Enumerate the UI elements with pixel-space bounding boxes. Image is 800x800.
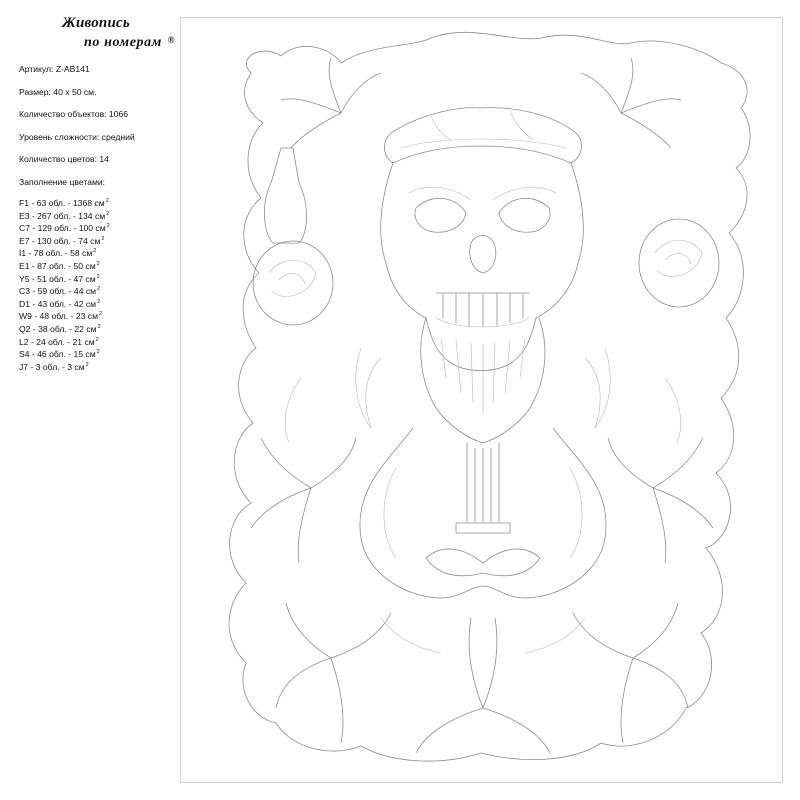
color-fill-unit-exponent: 2 (101, 235, 105, 242)
color-fill-text: I1 - 78 обл. - 58 см (19, 248, 93, 259)
canvas-size: Размер: 40 х 50 см. (19, 86, 97, 97)
teeth (436, 293, 529, 327)
canvas-frame (180, 17, 783, 783)
skull-outline (381, 163, 584, 371)
color-fill-text: C3 - 59 обл. - 44 см (19, 286, 97, 297)
color-fill-text: C7 - 129 обл. - 100 см (19, 223, 106, 234)
brand-line-2-text: по номерам (84, 35, 162, 50)
color-fill-unit-exponent: 2 (106, 223, 110, 230)
color-fill-item (19, 347, 135, 360)
color-fill-unit-exponent: 2 (97, 298, 101, 305)
color-fill-unit-exponent: 2 (98, 311, 103, 318)
color-fill-item (19, 234, 135, 247)
brand-line-2 (84, 36, 175, 50)
brand-line-1: Живопись (62, 15, 130, 31)
color-fill-text: L2 - 24 обл. - 21 см (19, 336, 95, 347)
brand-logo (62, 16, 175, 50)
nose (470, 236, 496, 274)
left-rose (253, 241, 333, 325)
color-fill-unit-exponent: 2 (96, 349, 100, 356)
color-fill-text: Q2 - 38 обл. - 22 см (19, 323, 97, 334)
color-fill-unit-exponent: 2 (97, 286, 101, 293)
smoke-border (229, 32, 750, 761)
left-eye (415, 198, 466, 232)
color-fill-unit-exponent: 2 (85, 361, 89, 368)
color-fill-item (19, 221, 135, 234)
color-fill-item (19, 259, 135, 272)
difficulty-level: Уровень сложности: средний (19, 131, 135, 142)
color-fill-item (19, 335, 135, 348)
color-fill-unit-exponent: 2 (96, 273, 100, 280)
color-fill-text: J7 - 3 обл. - 3 см (19, 361, 85, 372)
color-fill-item (19, 196, 135, 209)
colors-count: Количество цветов: 14 (19, 154, 109, 165)
fill-title: Заполнение цветами: (19, 176, 106, 187)
color-fill-item (19, 297, 135, 310)
leaf-mid-left (251, 438, 356, 563)
color-fill-unit-exponent: 2 (95, 336, 99, 343)
color-fill-list (19, 196, 135, 372)
guitar-soundhole (426, 549, 540, 576)
color-fill-item (19, 246, 135, 259)
color-fill-unit-exponent: 2 (96, 260, 100, 267)
leaf-top-left (281, 58, 381, 148)
leaf-bottom-left (276, 603, 391, 743)
color-fill-item (19, 309, 135, 322)
color-fill-item (19, 209, 135, 222)
leaf-bottom-right (573, 603, 688, 743)
color-fill-unit-exponent: 2 (93, 248, 97, 255)
color-fill-text: E7 - 130 обл. - 74 см (19, 235, 101, 246)
guitar-bridge (456, 523, 510, 533)
bandana (384, 108, 581, 163)
registered-mark: ® (167, 35, 176, 45)
color-fill-text: D1 - 43 обл. - 42 см (19, 298, 97, 309)
color-fill-text: F1 - 63 обл. - 1368 см (19, 197, 105, 208)
color-fill-unit-exponent: 2 (97, 323, 101, 330)
product-info (19, 64, 135, 372)
right-eye (499, 198, 550, 232)
right-rose (639, 219, 719, 307)
color-fill-item (19, 322, 135, 335)
coloring-line-art (181, 18, 784, 784)
color-fill-text: E3 - 267 обл. - 134 см (19, 210, 106, 221)
leaf-top-right (581, 58, 681, 148)
color-fill-item (19, 272, 135, 285)
color-fill-text: Y5 - 51 обл. - 47 см (19, 273, 96, 284)
color-fill-unit-exponent: 2 (106, 210, 110, 217)
color-fill-text: E1 - 87 обл. - 50 см (19, 260, 96, 271)
leaf-bottom-center (416, 618, 550, 753)
guitar-neck (467, 443, 499, 523)
color-fill-text: W9 - 48 обл. - 23 см (19, 311, 98, 322)
objects-count: Количество объектов: 1066 (19, 109, 129, 120)
color-fill-unit-exponent: 2 (105, 197, 109, 204)
left-bottle (264, 148, 306, 243)
color-fill-item (19, 360, 135, 373)
article-number: Артикул: Z-AB141 (19, 64, 90, 74)
color-fill-item (19, 284, 135, 297)
color-fill-text: S4 - 46 обл. - 15 см (19, 349, 96, 360)
leaf-mid-right (608, 438, 713, 563)
